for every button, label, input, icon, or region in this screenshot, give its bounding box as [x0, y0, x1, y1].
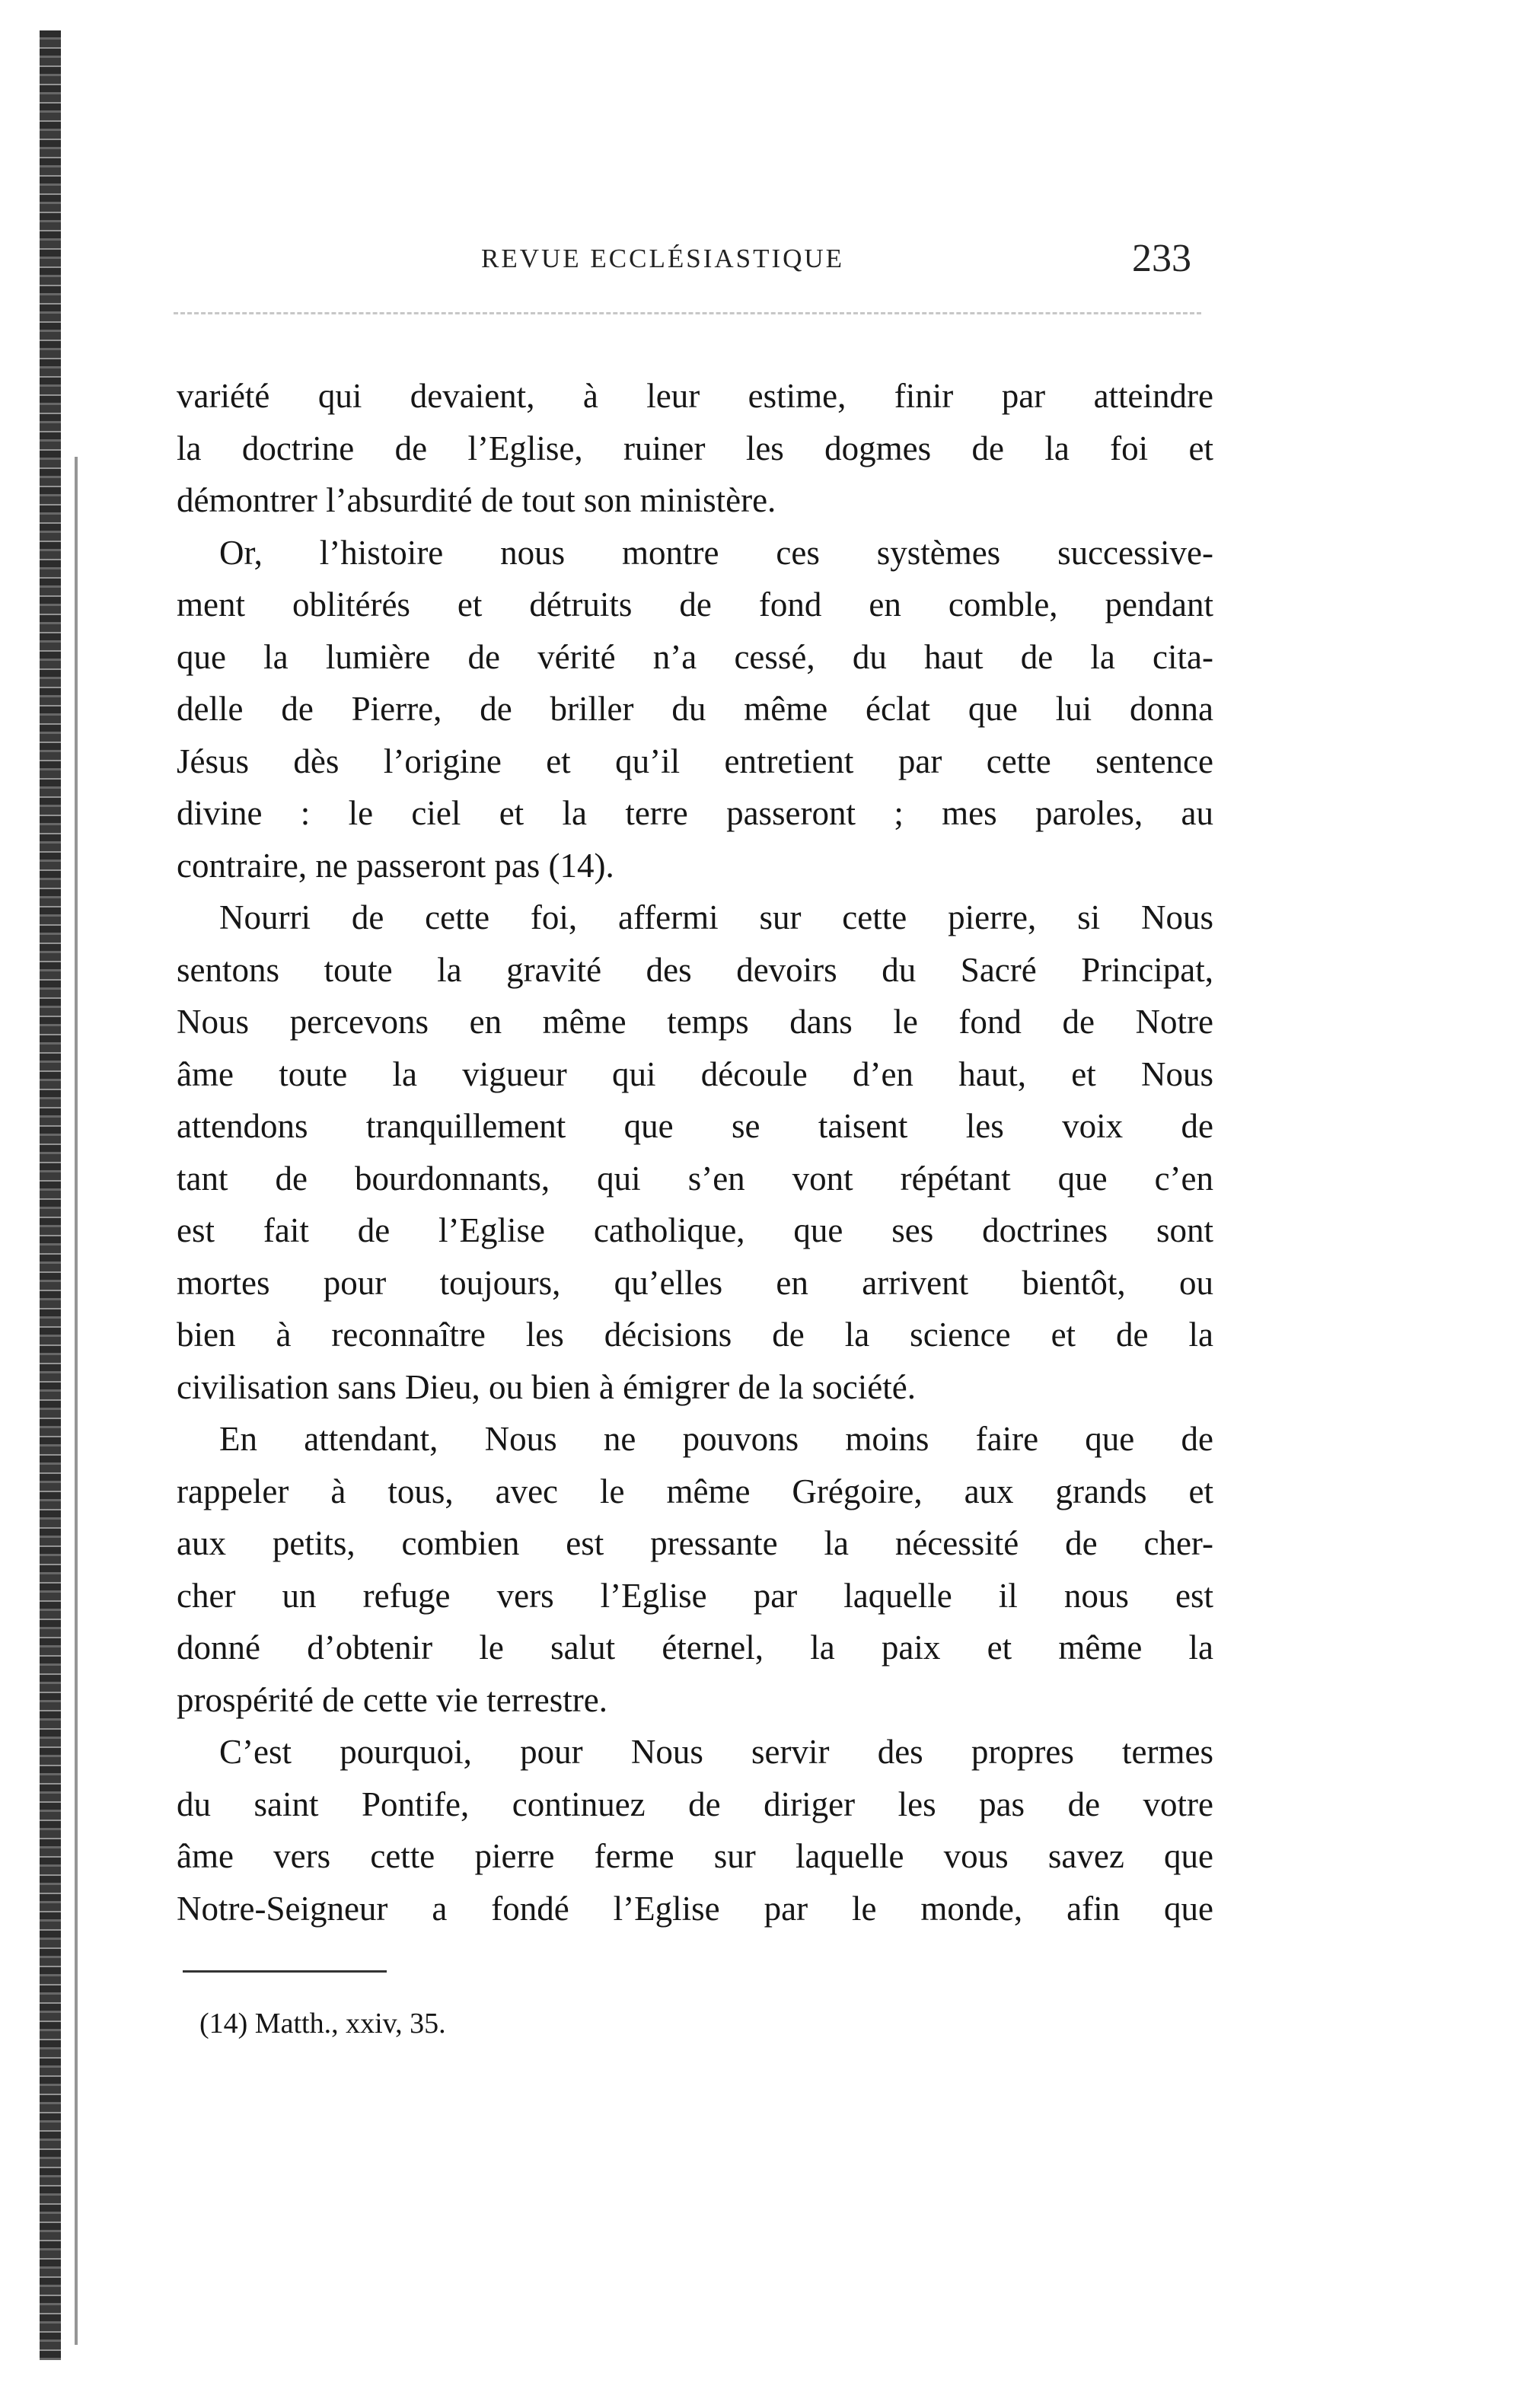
text-line: que la lumière de vérité n’a cessé, du haut de la cita- — [177, 637, 1213, 676]
binding-shadow-line — [75, 457, 78, 2345]
text-line: Nourri de cette foi, affermi sur cette pierre, si Nous — [219, 898, 1213, 936]
text-line: âme toute la vigueur qui découle d’en haut, et Nous — [177, 1054, 1213, 1093]
text-line: démontrer l’absurdité de tout son ministère. — [177, 481, 776, 519]
text-line: Nous percevons en même temps dans le fond de Notre — [177, 1003, 1213, 1041]
text-line: sentons toute la gravité des devoirs du Sacré Principat, — [177, 950, 1213, 989]
text-line: du saint Pontife, continuez de diriger les pas de votre — [177, 1785, 1213, 1823]
text-line: civilisation sans Dieu, ou bien à émigrer de la société. — [177, 1367, 916, 1406]
text-line: En attendant, Nous ne pouvons moins faire que de — [219, 1420, 1213, 1458]
text-line: attendons tranquillement que se taisent les voix de — [177, 1107, 1213, 1145]
text-line: C’est pourquoi, pour Nous servir des propres termes — [219, 1733, 1213, 1771]
footnote: (14) Matth., xxiv, 35. — [199, 2008, 446, 2040]
text-line: bien à reconnaître les décisions de la science et de la — [177, 1316, 1213, 1354]
text-line: contraire, ne passeront pas (14). — [177, 846, 614, 885]
text-line: Notre-Seigneur a fondé l’Eglise par le monde, afin que — [177, 1889, 1213, 1928]
text-line: variété qui devaient, à leur estime, finir par atteindre — [177, 377, 1213, 415]
text-line: la doctrine de l’Eglise, ruiner les dogmes de la foi et — [177, 429, 1213, 467]
text-line: divine : le ciel et la terre passeront ; mes paroles, au — [177, 794, 1213, 832]
text-line: delle de Pierre, de briller du même éclat que lui donna — [177, 690, 1213, 728]
text-line: Or, l’histoire nous montre ces systèmes successive- — [219, 533, 1213, 572]
footnote-rule — [183, 1970, 387, 1973]
text-line: âme vers cette pierre ferme sur laquelle vous savez que — [177, 1837, 1213, 1875]
text-line: donné d’obtenir le salut éternel, la paix et même la — [177, 1628, 1213, 1667]
text-line: mortes pour toujours, qu’elles en arrivent bientôt, ou — [177, 1263, 1213, 1302]
text-line: prospérité de cette vie terrestre. — [177, 1680, 607, 1719]
page-number: 233 — [1132, 237, 1191, 280]
header-rule — [174, 312, 1201, 314]
binding-edge — [40, 30, 61, 2360]
text-line: ment oblitérés et détruits de fond en comble, pendant — [177, 585, 1213, 624]
text-line: est fait de l’Eglise catholique, que ses doctrines sont — [177, 1211, 1213, 1249]
body-text — [177, 370, 1213, 1934]
text-line: tant de bourdonnants, qui s’en vont répétant que c’en — [177, 1159, 1213, 1198]
running-head: REVUE ECCLÉSIASTIQUE — [481, 244, 845, 273]
text-line: cher un refuge vers l’Eglise par laquelle il nous est — [177, 1576, 1213, 1615]
text-line: aux petits, combien est pressante la nécessité de cher- — [177, 1524, 1213, 1562]
text-line: Jésus dès l’origine et qu’il entretient par cette sentence — [177, 742, 1213, 780]
text-line: rappeler à tous, avec le même Grégoire, aux grands et — [177, 1472, 1213, 1510]
